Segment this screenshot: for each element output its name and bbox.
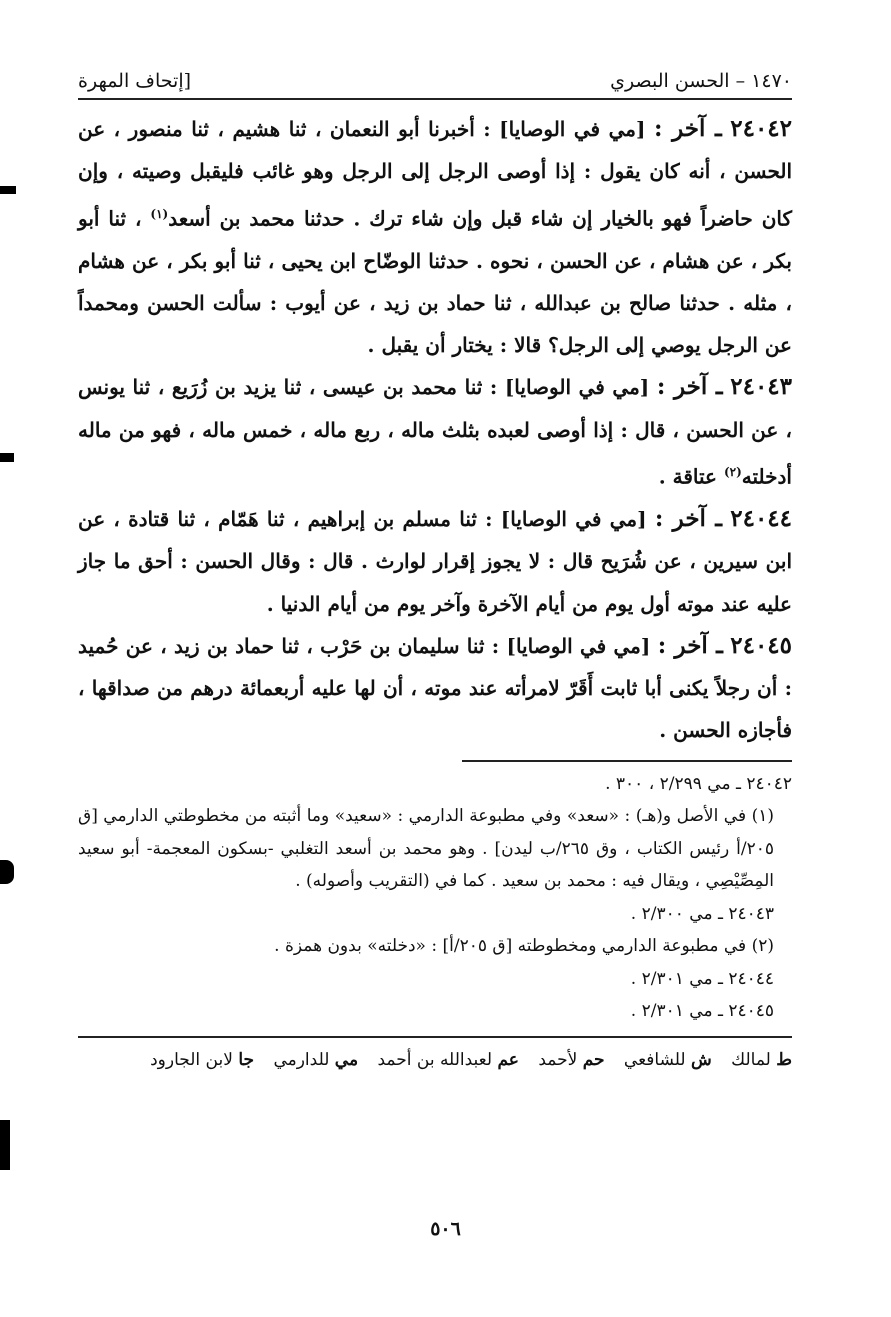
abbrev-code: ش (690, 1049, 712, 1070)
abbrev-code: جا (238, 1049, 255, 1070)
footnote-line: (١) في الأصل و(هـ) : «سعد» وفي مطبوعة الدارمي : «سعيد» وما أثبته من مخطوطتي الدارمي [ق ٢٠٥/أ رئيس الكتاب ، وق ٢٦٥/ب ليدن] . وهو محمد بن أسعد التغلبي -بسكون المعجمة- أبو سعيد المِصِّيْصِي ، ويقال فيه : محمد بن سعيد . كما في (التقريب وأصوله) . (78, 806, 774, 892)
footnote-divider (462, 760, 792, 762)
entry-text: [مي في الوصايا] : ثنا محمد بن عيسى ، ثنا يزيد بن زُرَيع ، ثنا يونس ، عن الحسن ، قال : إذا أوصى لعبده بثلث ماله ، ربع ماله ، خمس ماله ، فهو من ماله أدخلته (78, 375, 792, 489)
entry-24042 (78, 108, 792, 366)
entry-lead: ـ آخر : (654, 504, 722, 532)
abbrev-code: مي (334, 1049, 359, 1070)
entry-lead: ـ آخر : (656, 373, 723, 401)
footnote-line: ٢٤٠٤٥ ـ مي ٢/٣٠١ . (630, 1001, 774, 1022)
entry-number: ٢٤٠٤٢ (730, 115, 793, 142)
footnote-line: (٢) في مطبوعة الدارمي ومخطوطته [ق ٢٠٥/أ] : «دخلته» بدون همزة . (274, 936, 774, 957)
scan-edge-mark (0, 860, 14, 884)
running-title: ١٤٧٠ – الحسن البصري (610, 70, 792, 92)
footnote-ref[interactable]: (٢) (723, 465, 742, 480)
abbrev-name: للشافعي (623, 1049, 686, 1070)
document-page (78, 50, 792, 1082)
footnotes (78, 768, 792, 1028)
entry-lead: ـ آخر : (657, 631, 723, 659)
main-text (78, 108, 792, 752)
footnote-line: ٢٤٠٤٣ ـ مي ٢/٣٠٠ . (630, 903, 774, 924)
abbrev-code: ط (776, 1049, 792, 1070)
entry-text: [مي في الوصايا] : أخبرنا أبو النعمان ، ثنا هشيم ، ثنا منصور ، عن الحسن ، أنه كان يقول : إذا أوصى الرجل إلى الرجل وهو غائب فليقبل وصيته ، وإن كان حاضراً فهو بالخيار إن شاء قبل وإن شاء ترك . حدثنا محمد بن أسعد (78, 117, 793, 231)
abbrev-name: للدارمي (273, 1049, 330, 1070)
entry-24045 (78, 625, 792, 752)
scan-edge-mark (0, 1120, 10, 1170)
entry-number: ٢٤٠٤٤ (730, 504, 793, 532)
page-header (78, 50, 792, 100)
entry-text: [مي في الوصايا] : ثنا مسلم بن إبراهيم ، ثنا هَمّام ، ثنا قتادة ، عن ابن سيرين ، عن شُرَيح قال : لا يجوز إقرار لوارث . قال : وقال الحسن : أحق ما جاز عليه عند موته أول يوم من أيام الآخرة وآخر يوم من أيام الدنيا . (78, 506, 792, 616)
footnote-line: ٢٤٠٤٢ ـ مي ٢/٢٩٩ ، ٣٠٠ . (605, 773, 792, 794)
entry-number: ٢٤٠٤٣ (730, 373, 793, 401)
footnote-line: ٢٤٠٤٤ ـ مي ٢/٣٠١ . (630, 968, 774, 989)
entry-number: ٢٤٠٤٥ (730, 631, 793, 659)
entry-lead: ـ آخر : (654, 115, 722, 142)
abbrev-name: لمالك (731, 1049, 771, 1070)
entry-text: [مي في الوصايا] : ثنا سليمان بن حَرْب ، ثنا حماد بن زيد ، عن حُميد : أن رجلاً يكنى أبا ثابت أَقَرّ لامرأته عند موته ، أن لها عليه أربعمائة درهم من صداقها ، فأجازه الحسن . (78, 633, 792, 743)
entry-24044 (78, 498, 792, 625)
scan-edge-mark (0, 186, 16, 194)
abbreviations-key (78, 1038, 792, 1082)
book-title: [إتحاف المهرة (78, 70, 192, 92)
scan-edge-mark (0, 453, 14, 462)
abbrev-code: حم (582, 1049, 605, 1070)
abbrev-name: لابن الجارود (150, 1049, 233, 1070)
abbrev-code: عم (497, 1049, 519, 1070)
entry-24043 (78, 366, 792, 498)
entry-text-continued: ، ثنا أبو بكر ، عن هشام ، عن الحسن ، نحوه . حدثنا الوضّاح ابن يحيى ، ثنا أبو بكر ، عن هشام ، مثله . حدثنا صالح بن عبدالله ، ثنا حماد بن زيد ، عن أيوب : سألت الحسن ومحمداً عن الرجل يوصي إلى الرجل؟ قالا : يختار أن يقبل . (78, 206, 792, 358)
entry-text-continued: عتاقة . (658, 464, 717, 489)
abbrev-name: لأحمد (538, 1049, 578, 1070)
page-number: ٥٠٦ (430, 1218, 461, 1240)
abbrev-name: لعبدالله بن أحمد (377, 1049, 493, 1070)
footnote-ref[interactable]: (١) (150, 206, 169, 221)
